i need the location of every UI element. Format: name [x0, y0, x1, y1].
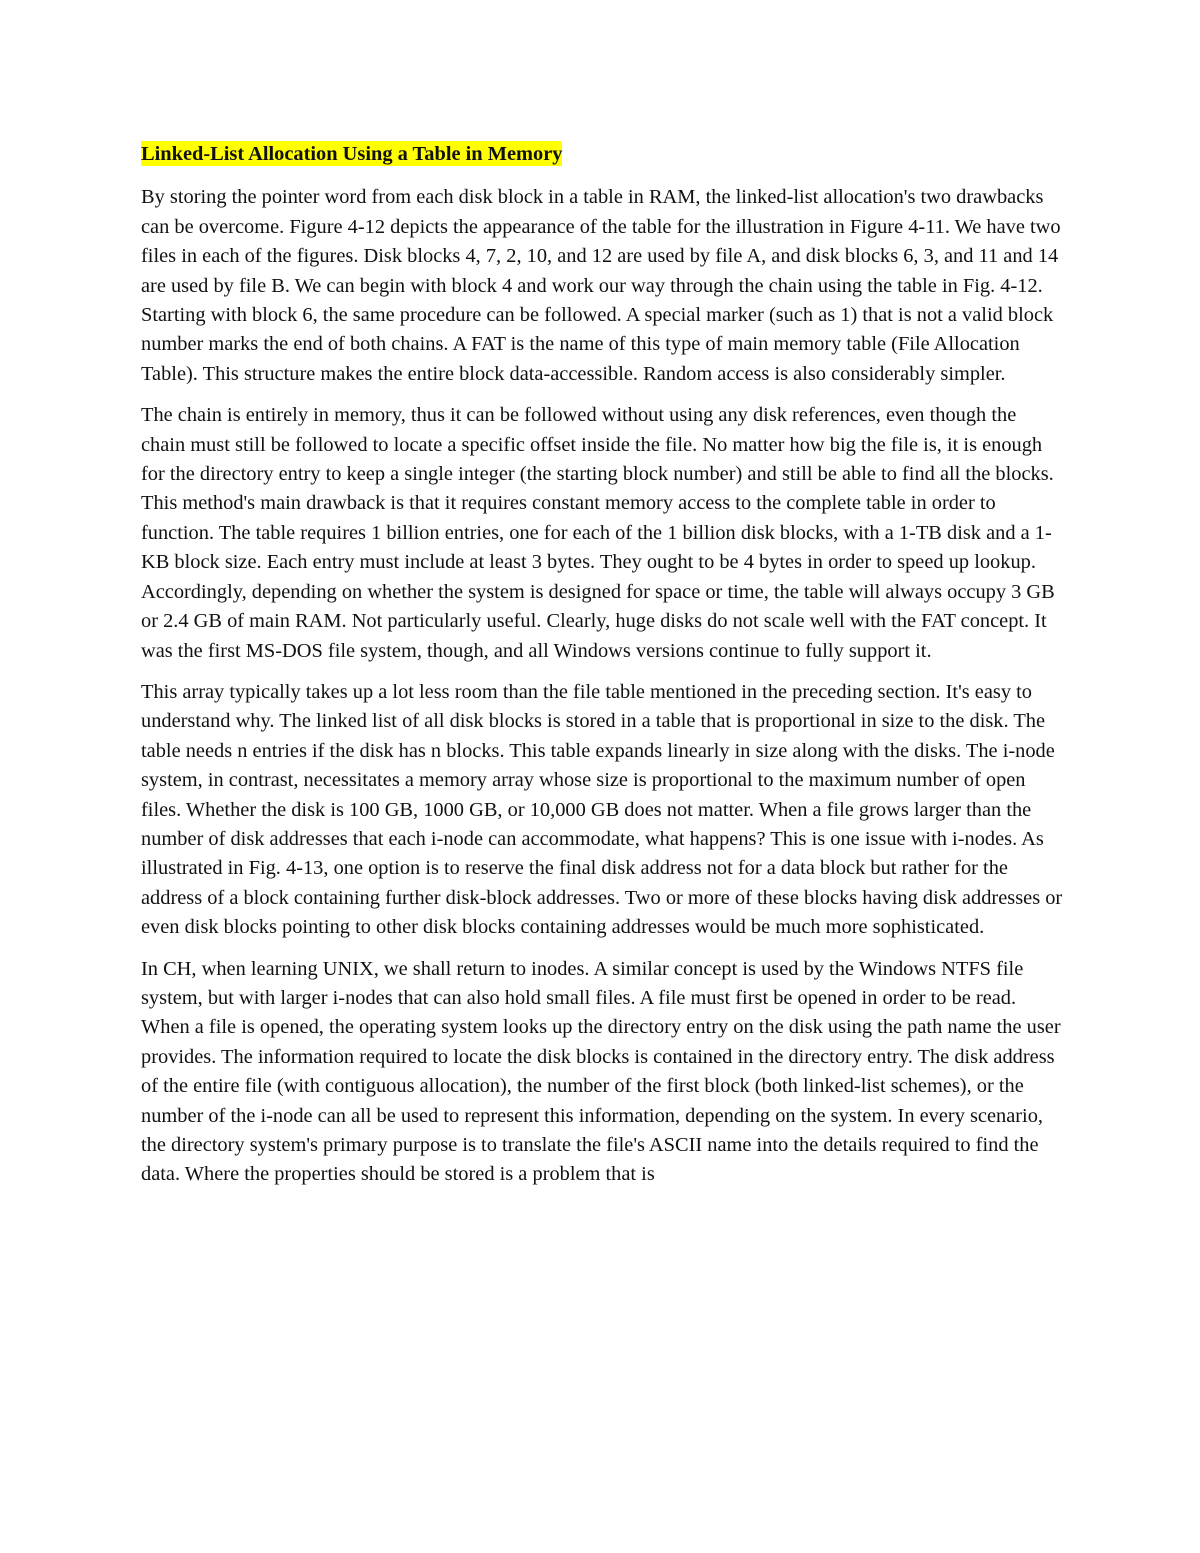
highlighted-title: Linked-List Allocation Using a Table in Memory — [141, 143, 563, 165]
paragraph-3: This array typically takes up a lot less room than the file table mentioned in the preceding section. It's easy to understand why. The linked list of all disk blocks is stored in a table that is proportional in size to the disk. The table needs n entries if the disk has n blocks. This table expands linearly in size along with the disks. The i-node system, in contrast, necessitates a memory array whose size is proportional to the maximum number of open files. Whether the disk is 100 GB, 1000 GB, or 10,000 GB does not matter. When a file grows larger than the number of disk addresses that each i-node can accommodate, what happens? This is one issue with i-nodes. As illustrated in Fig. 4-13, one option is to reserve the final disk address not for a data block but rather for the address of a block containing further disk-block addresses. Two or more of these blocks having disk addresses or even disk blocks pointing to other disk blocks containing addresses would be much more sophisticated. — [141, 680, 1063, 939]
paragraph-4: In CH, when learning UNIX, we shall return to inodes. A similar concept is used by the Windows NTFS file system, but with larger i-nodes that can also hold small files. A file must first be opened in order to be read. When a file is opened, the operating system looks up the directory entry on the disk using the path name the user provides. The information required to locate the disk blocks is contained in the directory entry. The disk address of the entire file (with contiguous allocation), the number of the first block (both linked-list schemes), or the number of the i-node can all be used to represent this information, depending on the system. In every scenario, the directory system's primary purpose is to translate the file's ASCII name into the details required to find the data. Where the properties should be stored is a problem that is — [141, 957, 1061, 1186]
paragraph-2: The chain is entirely in memory, thus it can be followed without using any disk references, even though the chain must still be followed to locate a specific offset inside the file. No matter how big the file is, it is enough for the directory entry to keep a single integer (the starting block number) and still be able to find all the blocks. This method's main drawback is that it requires constant memory access to the complete table in order to function. The table requires 1 billion entries, one for each of the 1 billion disk blocks, with a 1-TB disk and a 1-KB block size. Each entry must include at least 3 bytes. They ought to be 4 bytes in order to speed up lookup. Accordingly, depending on whether the system is designed for space or time, the table will always occupy 3 GB or 2.4 GB of main RAM. Not particularly useful. Clearly, huge disks do not scale well with the FAT concept. It was the first MS-DOS file system, though, and all Windows versions continue to fully support it. — [141, 404, 1055, 662]
section-heading — [141, 140, 1063, 169]
paragraph-1: By storing the pointer word from each disk block in a table in RAM, the linked-list allocation's two drawbacks can be overcome. Figure 4-12 depicts the appearance of the table for the illustration in Figure 4-11. We have two files in each of the figures. Disk blocks 4, 7, 2, 10, and 12 are used by file A, and disk blocks 6, 3, and 11 and 14 are used by file B. We can begin with block 4 and work our way through the chain using the table in Fig. 4-12. Starting with block 6, the same procedure can be followed. A special marker (such as 1) that is not a valid block number marks the end of both chains. A FAT is the name of this type of main memory table (File Allocation Table). This structure makes the entire block data-accessible. Random access is also considerably simpler. — [141, 186, 1061, 385]
document-body — [141, 140, 1063, 1202]
